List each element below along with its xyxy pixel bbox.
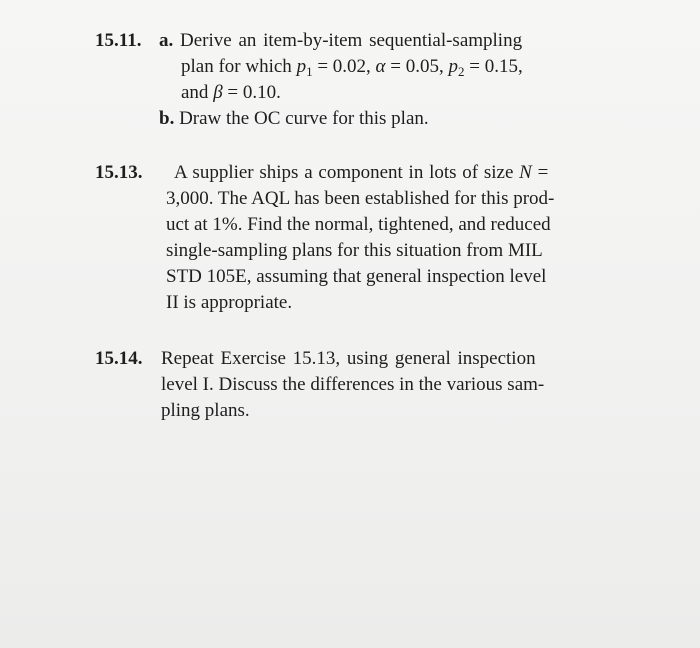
part-a-text-1: Derive an item-by-item sequential-sampling <box>180 30 523 51</box>
beta-value: = 0.10. <box>222 82 281 103</box>
p2-value: = 0.15, <box>464 56 523 77</box>
p1-symbol: p <box>296 56 307 77</box>
exercise-line-4: single-sampling plans for this situation from MIL <box>166 240 543 261</box>
exercise-number: 15.13. <box>95 162 143 183</box>
exercise-number: 15.11. <box>95 30 142 51</box>
part-a-label: a. <box>159 30 174 51</box>
n-symbol: N <box>519 162 532 183</box>
part-b-text: Draw the OC curve for this plan. <box>179 108 429 129</box>
part-a-line-2 <box>181 54 523 80</box>
p2-subscript: 2 <box>457 64 465 79</box>
part-a-text-3: and <box>181 82 214 103</box>
exercise-text-1: A supplier ships a component in lots of size <box>174 162 520 183</box>
exercise-line-2: 3,000. The AQL has been established for this prod- <box>166 188 555 209</box>
p1-subscript: 1 <box>306 64 313 79</box>
p1-value: = 0.02, <box>312 56 376 77</box>
part-a-line-1 <box>159 28 522 54</box>
part-b-line <box>159 106 429 132</box>
exercise-line-2: level I. Discuss the differences in the various sam- <box>161 374 545 395</box>
exercise-line-1: Repeat Exercise 15.13, using general inspection <box>161 348 536 369</box>
exercise-number: 15.14. <box>95 348 143 369</box>
beta-symbol: β <box>213 82 223 103</box>
alpha-value: = 0.05, <box>385 56 449 77</box>
exercise-line-1 <box>174 160 548 186</box>
equals-sign: = <box>531 162 549 183</box>
exercise-line-6: II is appropriate. <box>166 292 293 313</box>
exercise-line-5: STD 105E, assuming that general inspection level <box>166 266 547 287</box>
exercise-line-3: pling plans. <box>161 400 250 421</box>
part-a-line-3 <box>181 80 281 106</box>
p2-symbol: p <box>448 56 458 77</box>
part-a-text-2: plan for which <box>181 56 297 77</box>
exercise-line-3: uct at 1%. Find the normal, tightened, and reduced <box>166 214 551 235</box>
part-b-label: b. <box>159 108 175 129</box>
alpha-symbol: α <box>375 56 386 77</box>
